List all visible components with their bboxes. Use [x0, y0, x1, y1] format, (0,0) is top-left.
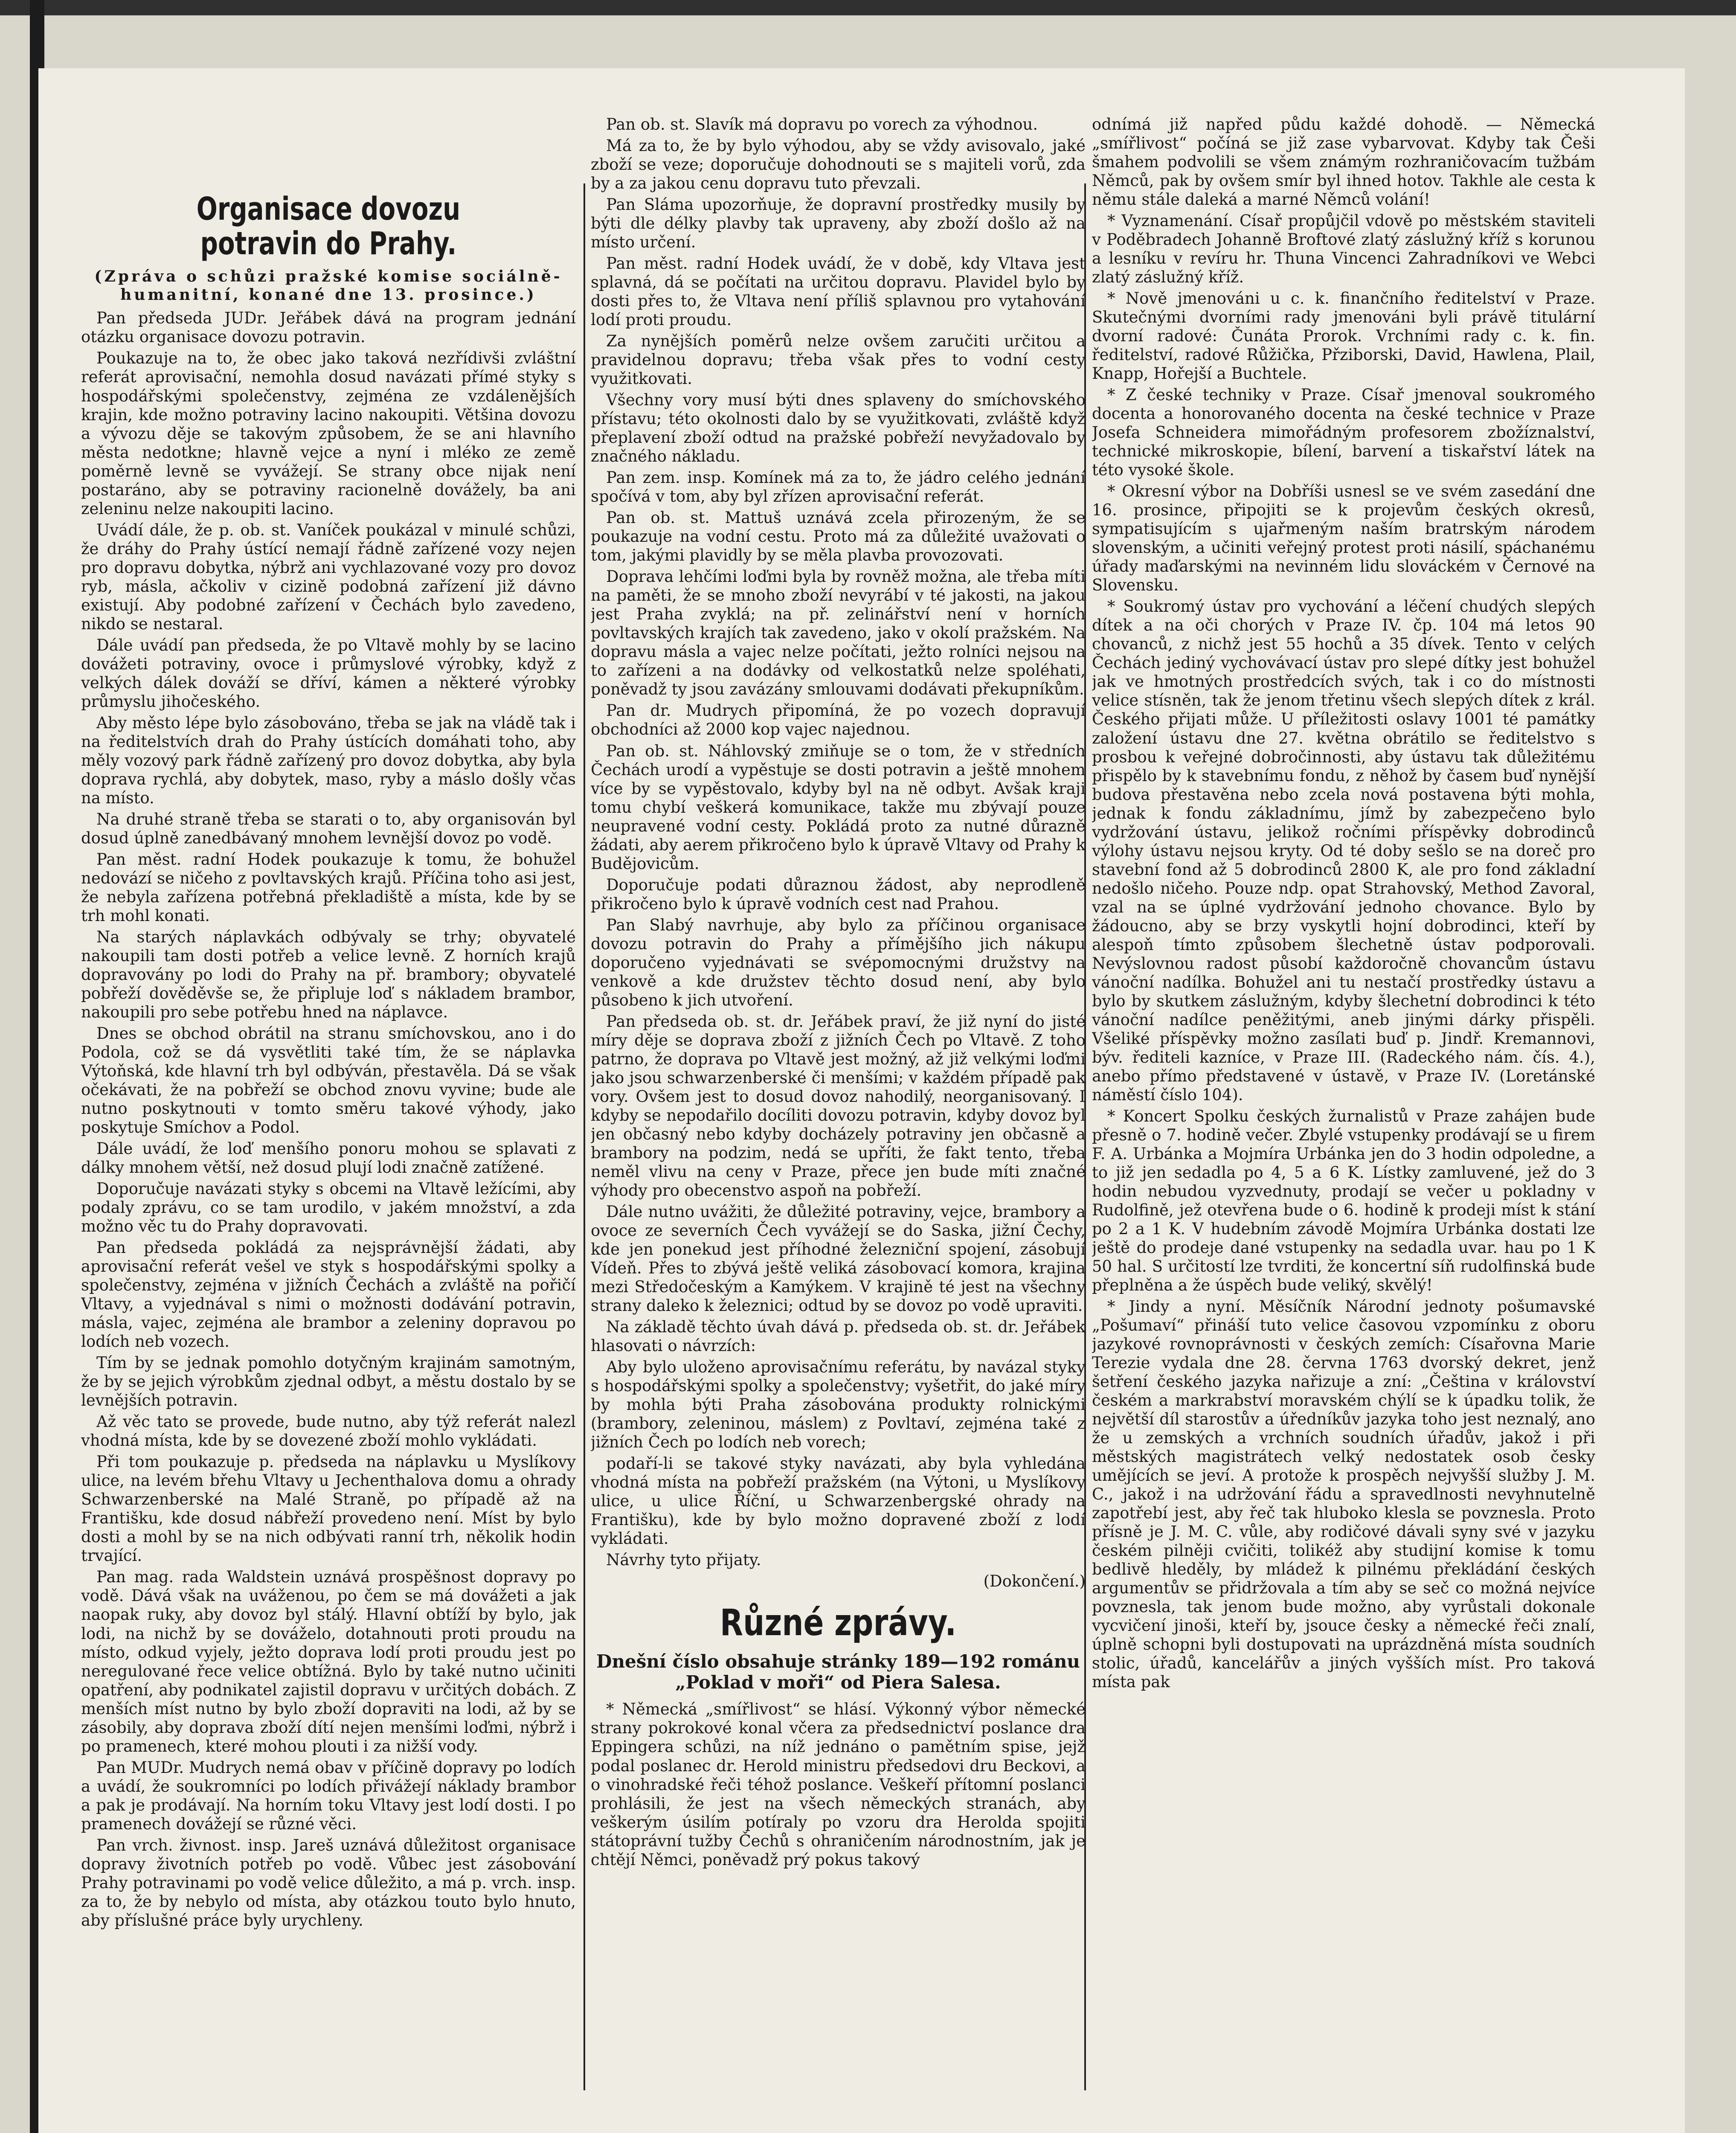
paragraph: Pan předseda pokládá za nejsprávnější žádati, aby aprovisační referát vešel ve styk s hospodářskými spolky a společenstvy, zejména v jižních Čechách a zvláště na pořičí Vltavy, a vyjednával s nimi o možnosti dodávání potravin, másla, vajec, zejména ale brambor a zeleniny dopravou po lodích neb vozech. [81, 1238, 576, 1351]
paragraph: Uvádí dále, že p. ob. st. Vaníček poukázal v minulé schůzi, že dráhy do Prahy ústící nemají řádně zařízené vozy nejen pro dopravu dobytka, nýbrž ani vychlazované vozy pro dovoz ryb, másla, ačkoliv v cizině podobná zařízení již dávno existují. Aby podobné zařízení v Čechách bylo zavedeno, nikdo se nestaral. [81, 520, 576, 633]
paragraph: Pan předseda ob. st. dr. Jeřábek praví, že již nyní do jisté míry děje se doprava zboží z jižních Čech po Vltavě. Z toho patrno, že doprava po Vltavě jest možný, až již velkými loďmi jako jsou schwarzenberské či menšími; v každém případě pak vory. Ovšem jest to dosud dovoz nahodilý, neorganisovaný. I kdyby se nepodařilo docíliti dovozu potravin, kdyby dovoz byl jen občasný nebo kdyby docházely potraviny jen občasně a brambory na podzim, nedá se upříti, že fakt tento, třeba neměl vlivu na ceny v Praze, přece jen bude míti značné výhody pro obecenstvo aspoň na pobřeží. [591, 1012, 1086, 1200]
scan-border-top [0, 0, 1736, 15]
column-1 [81, 115, 576, 2099]
paragraph: odnímá již napřed půdu každé dohodě. — Německá „smířlivost“ počíná se již zase vybarvovat. Kdyby tak Češi šmahem podvolili se všem známým rozhraničovacím tužbám Němců, pak by ovšem smír byl ihned hotov. Takhle ale cesta k němu stále daleká a marné Němců volání! [1092, 115, 1595, 209]
column-3 [1092, 115, 1595, 2099]
article-closing: (Dokončení.) [983, 1572, 1086, 1591]
paragraph: Aby město lépe bylo zásobováno, třeba se jak na vládě tak i na ředitelstvích drah do Prahy ústících domáhati toho, aby měly vozový park řádně zařízený pro dovoz dobytka, aby byla doprava rychlá, aby dobytek, maso, ryby a máslo došly včas na místo. [81, 713, 576, 807]
paragraph: Pan MUDr. Mudrych nemá obav v příčině dopravy po lodích a uvádí, že soukromníci po lodích přivážejí náklady brambor a pak je prodávají. Na horním toku Vltavy jest lodí dosti. I po pramenech dovážejí se různé věci. [81, 1758, 576, 1833]
article-subtitle: (Zpráva o schůzi pražské komise sociálně-humanitní, konané dne 13. prosince.) [94, 267, 563, 304]
paragraph: Pan měst. radní Hodek poukazuje k tomu, že bohužel nedovází se ničeho z povltavských krajů. Příčina toho asi jest, že nebyla zařízena potřebná překladiště a místa, kde by se trh mohl konati. [81, 850, 576, 925]
article-body-continued [591, 115, 1086, 1569]
news-lead: Dnešní číslo obsahuje stránky 189—192 románu „Poklad v moři“ od Piera Salesa. [596, 1651, 1080, 1693]
news-body-continued [1092, 115, 1595, 1691]
article-title: Organisace dovozu potravin do Prahy. [196, 191, 461, 262]
paragraph: Doprava lehčími loďmi byla by rovněž možna, ale třeba míti na paměti, že se mnoho zboží nevyrábí v té jakosti, na jakou jest Praha zvyklá; na př. zelinářství není v horních povltavských krajích tak zavedeno, jako v okolí pražském. Na dopravu másla a vajec nelze počítati, ježto rolníci nejsou na to zařízeni a na dodávky od velkostatků nelze spoléhati, poněvadž ty jsou zavázány smlouvami dodávati překupníkům. [591, 567, 1086, 699]
news-body [591, 1700, 1086, 1869]
paragraph: Na starých náplavkách odbývaly se trhy; obyvatelé nakoupili tam dosti potřeb a velice levně. Z horních krajů dopravovány po lodi do Prahy na př. brambory; obyvatelé pobřeží dověděvše se, že připluje loď s nákladem brambor, nakoupili pro sebe potřebu hned na náplavce. [81, 927, 576, 1021]
paragraph: Pan mag. rada Waldstein uznává prospěšnost dopravy po vodě. Dává však na uváženou, po čem se má dovážeti a jak naopak ruky, aby dovoz byl stálý. Hlavní obtíží by bylo, jak lodi, na nichž by se dováželo, dotahnouti proti proudu na místo, odkud vyjely, ježto doprava lodí proti proudu jest po neregulované řece velice obtížná. Bylo by také nutno učiniti opatření, aby podnikatel zajistil dopravu v určitých dobách. Z menších míst nutno by bylo zboží dopraviti na lodi, až by se zásobily, aby doprava zboží dítí nejen menšími loďmi, nýbrž i po pramenech, které mohou plouti i za nižší vody. [81, 1568, 576, 1755]
paragraph: Návrhy tyto přijaty. [606, 1551, 761, 1569]
paragraph: * Nově jmenováni u c. k. finančního ředitelství v Praze. Skutečnými dvorními rady jmenováni byli právě titulární dvorní radové: Čunáta Prorok. Vrchními rady c. k. fin. ředitelství, radové Růžička, Přziborski, David, Hawlena, Plail, Knapp, Hořejší a Buchtele. [1092, 289, 1595, 383]
paragraph: Dnes se obchod obrátil na stranu smíchovskou, ano i do Podola, což se dá vysvětliti také tím, že se náplavka Výtoňská, kde hlavní trh byl odbýván, přestavěla. Dá se však očekávati, že na pobřeží se obchod znovu vyvine; bude ale nutno poskytnouti v tomto směru takové výhody, jako poskytuje Smíchov a Podol. [81, 1024, 576, 1137]
paragraph: * Německá „smířlivost“ se hlásí. Výkonný výbor německé strany pokrokové konal včera za předsednictví poslance dra Eppingera schůzi, na níž jednáno o pamětním spise, jejž podal poslanec dr. Herold ministru předsedovi dru Beckovi, a o vinohradské řeči téhož poslance. Veškeří přítomní poslanci prohlásili, že jest na všech německých stranách, aby veškerým úsilím potíraly po vzoru dra Herolda spojiti státoprávní tužby Čechů s ohraničením národnostním, jak je chtějí Němci, poněvadž prý pokus takový [591, 1700, 1086, 1869]
paragraph: Pan Slabý navrhuje, aby bylo za příčinou organisace dovozu potravin do Prahy a přímějšího jich nákupu doporučeno vyjednávati se svépomocnými družstvy na venkově a kde družstev těchto dosud není, aby bylo působeno k jich utvoření. [591, 915, 1086, 1009]
paragraph: Doporučuje navázati styky s obcemi na Vltavě ležícími, aby podaly zprávu, co se tam urodilo, v jakém množství, a zda možno věc tu do Prahy dopravovati. [81, 1180, 576, 1236]
paragraph: Pan Sláma upozorňuje, že dopravní prostředky musily by býti dle délky plavby tak upraveny, aby zboží došlo až na místo určení. [591, 195, 1086, 252]
paragraph: Pan dr. Mudrych připomíná, že po vozech dopravují obchodníci až 2000 kop vajec najednou. [591, 701, 1086, 739]
paragraph: Dále uvádí, že loď menšího ponoru mohou se splavati z dálky mnohem větší, než dosud plují lodi značně zatížené. [81, 1139, 576, 1177]
paragraph: * Jindy a nyní. Měsíčník Národní jednoty pošumavské „Pošumaví“ přináší tuto velice časovou vzpomínku z oboru jazykové rovnoprávnosti v českých zemích: Císařovna Marie Terezie vydala dne 28. června 1763 dvorský dekret, jenž šetření českého jazyka nařizuje a zní: „Čeština v království českém a markrabství moravském chýlí se k úpadku tolik, že největší díl starostův a úředníkův jazyka toho jest neznalý, ano že u zemských a vrchních soudních úřadův, jakož i při městských magistrátech velký nedostatek osob česky umějících se jeví. A protože k prospěch nejvyšší služby J. M. C., jakož i na udržování řádu a spravedlnosti nevyhnutelně zapotřebí jest, aby řeč tak hluboko klesla se povznesla. Proto přísně je J. M. C. vůle, aby rodičové dávali syny své v jazyku českém pilněji cvičiti, tolikéž aby studijní komise k tomu bedlivě hleděly, by mládež k pilnému překládání českých argumentův se přidržovala a tím aby se seč co možná nejvíce povznesla, tak jenom bude možno, aby vyrůstali dokonale vycvičení jinoši, kteří by, jsouce česky a německé řeči znalí, úplně schopni byli dostupovati na uprázdněná místa soudních stolic, úřadů, kancelářův a jiných vyšších míst. Pro taková místa pak [1092, 1297, 1595, 1691]
paragraph: Doporučuje podati důraznou žádost, aby neprodleně přikročeno bylo k úpravě vodních cest nad Prahou. [591, 875, 1086, 913]
column-rule [584, 183, 585, 2090]
article-body [81, 309, 576, 1930]
paragraph: Poukazuje na to, že obec jako taková nezřídivši zvláštní referát aprovisační, nemohla dosud navázati přímé styky s hospodářskými společenstvy, zejména ze vzdálenějších krajin, kde možno potraviny lacino nakoupiti. Většina dovozu a vývozu děje se takovým způsobem, že se ani hlavního města nedotkne; hlavně vejce a nyní i mléko ze země poměrně levně se vyvážejí. Se strany obce nijak není postaráno, aby se potraviny racionelně dovážely, ba ani zeleninu nelze nakoupiti lacino. [81, 349, 576, 518]
paragraph: Na základě těchto úvah dává p. předseda ob. st. dr. Jeřábek hlasovati o návrzích: [591, 1317, 1086, 1355]
paragraph: * Okresní výbor na Dobříši usnesl se ve svém zasedání dne 16. prosince, připojiti se k projevům českých okresů, sympatisujícím s ujařmeným naším bratrským národem slovenským, a učiniti veřejný protest proti násilí, spáchanému úřady maďarskými na nevinném lidu slováckém v Černové na Slovensku. [1092, 482, 1595, 595]
paragraph: Za nynějších poměrů nelze ovšem zaručiti určitou a pravidelnou dopravu; třeba však přes to vodní cesty využitkovati. [591, 332, 1086, 388]
paragraph: Tím by se jednak pomohlo dotyčným krajinám samotným, že by se jejich výrobkům zjednal odbyt, a městu dostalo by se levnějších potravin. [81, 1354, 576, 1410]
column-2 [591, 115, 1086, 2099]
paragraph: Pan předseda JUDr. Jeřábek dává na program jednání otázku organisace dovozu potravin. [81, 309, 576, 346]
paragraph: Má za to, že by bylo výhodou, aby se vždy avisovalo, jaké zboží se veze; doporučuje dohodnouti se s majiteli vorů, zda by a za jakou cenu dopravu tuto převzali. [591, 137, 1086, 193]
paragraph: * Koncert Spolku českých žurnalistů v Praze zahájen bude přesně o 7. hodině večer. Zbylé vstupenky prodávají se u firem F. A. Urbánka a Mojmíra Urbánka jen do 3 hodin odpoledne, a to již jen sedadla po 4, 5 a 6 K. Lístky zamluvené, jež do 3 hodin nebudou vyzvednuty, prodají se večer u pokladny v Rudolfině, jež otevřena bude o 6. hodině k prodeji míst k stání po 2 a 1 K. V hudebním závodě Mojmíra Urbánka dostati lze ještě do prodeje dané vstupenky na sedadla uvar. hau po 1 K 50 hal. S určitostí lze tvrditi, že koncertní síň rudolfinská bude přeplněna a že úspěch bude veliký, skvělý! [1092, 1107, 1595, 1294]
paragraph: Pan ob. st. Slavík má dopravu po vorech za výhodnou. [606, 115, 1038, 134]
news-section-title: Různé zprávy. [720, 1601, 957, 1645]
paragraph: * Soukromý ústav pro vychování a léčení chudých slepých dítek a na oči chorých v Praze IV. čp. 104 má letos 90 chovanců, z nichž jest 55 hochů a 35 dívek. Tento v celých Čechách jediný vychovávací ústav pro slepé dítky jest bohužel jak ve hmotných prostředcích svých, tak i co do místnosti velice stísněn, tak že jenom třetinu všech slepých dítek z král. Českého přijati může. U příležitosti oslavy 1001 té památky založení ústavu dne 27. května obrátilo se ředitelstvo s prosbou k veřejné dobročinnosti, aby ústavu tak důležitému přispělo by k stavebnímu fondu, z něhož by časem buď nynější budova přestavěna nebo zcela nová postavena býti mohla, jednak k fondu základnímu, jímž by zabezpečeno bylo vydržování ústavu, jelikož ročními příspěvky dobrodinců výlohy ústavu nejsou kryty. Od té doby sešlo se na doreč pro stavební fond až 5 dobrodinců 2800 K, ale pro fond základní nedošlo ničeho. Pouze ndp. opat Strahovský, Method Zavoral, vzal na se úplné vydržování jednoho chovance. Bylo by žádoucno, aby se brzy vyskytli hojní dobrodinci, kteří by alespoň tímto způsobem šlechetně ústav podporovali. Nevýslovnou radost působí každoročně chovancům ústavu vánoční nadílka. Bohužel ani tu nestačí prostředky ústavu a bylo by skutkem záslužným, kdyby šlechetní dobrodinci k této vánoční nadílce peněžitými, aneb jinými dárky přispěli. Všeliké příspěvky možno zasílati buď p. Jindř. Kremannovi, býv. řediteli kazníce, v Praze III. (Radeckého nám. čís. 4.), anebo přímo představené v ústavě, v Praze IV. (Loretánské náměstí číslo 104). [1092, 597, 1595, 1104]
paragraph: Až věc tato se provede, bude nutno, aby týž referát nalezl vhodná místa, kde by se dovezené zboží mohlo vykládati. [81, 1412, 576, 1450]
paragraph: Dále nutno uvážiti, že důležité potraviny, vejce, brambory a ovoce ze severních Čech vyvážejí se do Saska, jižní Čechy, kde jen ponekud jest příhodné železniční spojení, zásobují Vídeň. Přes to zbývá ještě veliká zásobovací komora, krajina mezi Středočeským a Kamýkem. V krajině té jest na všechny strany daleko k železnici; odtud by se dovoz po vodě upraviti. [591, 1202, 1086, 1315]
paragraph: Při tom poukazuje p. předseda na náplavku u Myslíkovy ulice, na levém břehu Vltavy u Jechenthalova domu a ohrady Schwarzenberské na Malé Straně, po případě až na Františku, kde dosud nábřeží provedeno není. Míst by bylo dosti a mohl by se na nich odbývati ranní trh, několik hodin trvající. [81, 1453, 576, 1565]
paragraph: Dále uvádí pan předseda, že po Vltavě mohly by se lacino dovážeti potraviny, ovoce i průmyslové výrobky, když z velkých dálek dováží se dříví, kámen a některé výrobky průmyslu jihočeského. [81, 636, 576, 711]
paragraph: Pan vrch. živnost. insp. Jareš uznává důležitost organisace dopravy životních potřeb po vodě. Vůbec jest zásobování Prahy potravinami po vodě velice důležito, a má p. vrch. insp. za to, že by nebylo od místa, aby otázkou touto bylo hnuto, aby příslušné práce byly urychleny. [81, 1836, 576, 1930]
paragraph: Aby bylo uloženo aprovisačnímu referátu, by navázal styky s hospodářskými spolky a společenstvy; vyšetřit, do jaké míry by mohla býti Praha zásobována produkty rolnickými (brambory, zeleninou, máslem) z Povltaví, zejména také z jižních Čech po lodích neb vorech; [591, 1358, 1086, 1452]
paragraph: Všechny vory musí býti dnes splaveny do smíchovského přístavu; této okolnosti dalo by se využitkovati, zvláště když přeplavení zboží odtud na pražské pobřeží nevyžadovalo by značného nákladu. [591, 391, 1086, 466]
paragraph: Pan měst. radní Hodek uvádí, že v době, kdy Vltava jest splavná, dá se počítati na určitou dopravu. Plavidel bylo by dosti přes to, že Vltava není příliš splavnou pro vytahování lodí proti proudu. [591, 254, 1086, 329]
paragraph: podaří-li se takové styky navázati, aby byla vyhledána vhodná místa na pobřeží pražském (na Výtoni, u Myslíkovy ulice, u ulice Říční, u Schwarzenbergské ohrady na Františku), kde by bylo možno dopravené zboží z lodí vykládati. [591, 1454, 1086, 1548]
paragraph: Pan ob. st. Náhlovský zmiňuje se o tom, že v středních Čechách urodí a vypěstuje se dosti potravin a ještě mnohem více by se vypěstovalo, kdyby byl na ně odbyt. Avšak kraji tomu chybí veškerá komunikace, takže mu zbývají pouze neupravené vodní cesty. Pokládá proto za nutné důrazně žádati, aby aerem přikročeno bylo k úpravě Vltavy od Prahy k Budějovicům. [591, 741, 1086, 873]
paragraph: Pan zem. insp. Komínek má za to, že jádro celého jednání spočívá v tom, aby byl zřízen aprovisační referát. [591, 468, 1086, 506]
paragraph: * Vyznamenání. Císař propůjčil vdově po městském staviteli v Poděbradech Johanně Broftové zlatý záslužný kříž s korunou a lesníku v revíru hr. Thuna Vincenci Zahradníkovi ve Webci zlatý záslužný kříž. [1092, 212, 1595, 287]
paragraph: Na druhé straně třeba se starati o to, aby organisován byl dosud úplně zanedbávaný mnohem levnější dovoz po vodě. [81, 810, 576, 847]
paragraph: * Z české techniky v Praze. Císař jmenoval soukromého docenta a honorovaného docenta na české technice v Praze Josefa Schneidera mimořádným profesorem zbožíznalství, technické mikroskopie, bílení, barvení a tiskařství látek na této vysoké škole. [1092, 386, 1595, 479]
paragraph: Pan ob. st. Mattuš uznává zcela přirozeným, že se poukazuje na vodní cestu. Proto má za důležité uvažovati o tom, jakými plavidly by se měla plavba provozovati. [591, 509, 1086, 565]
